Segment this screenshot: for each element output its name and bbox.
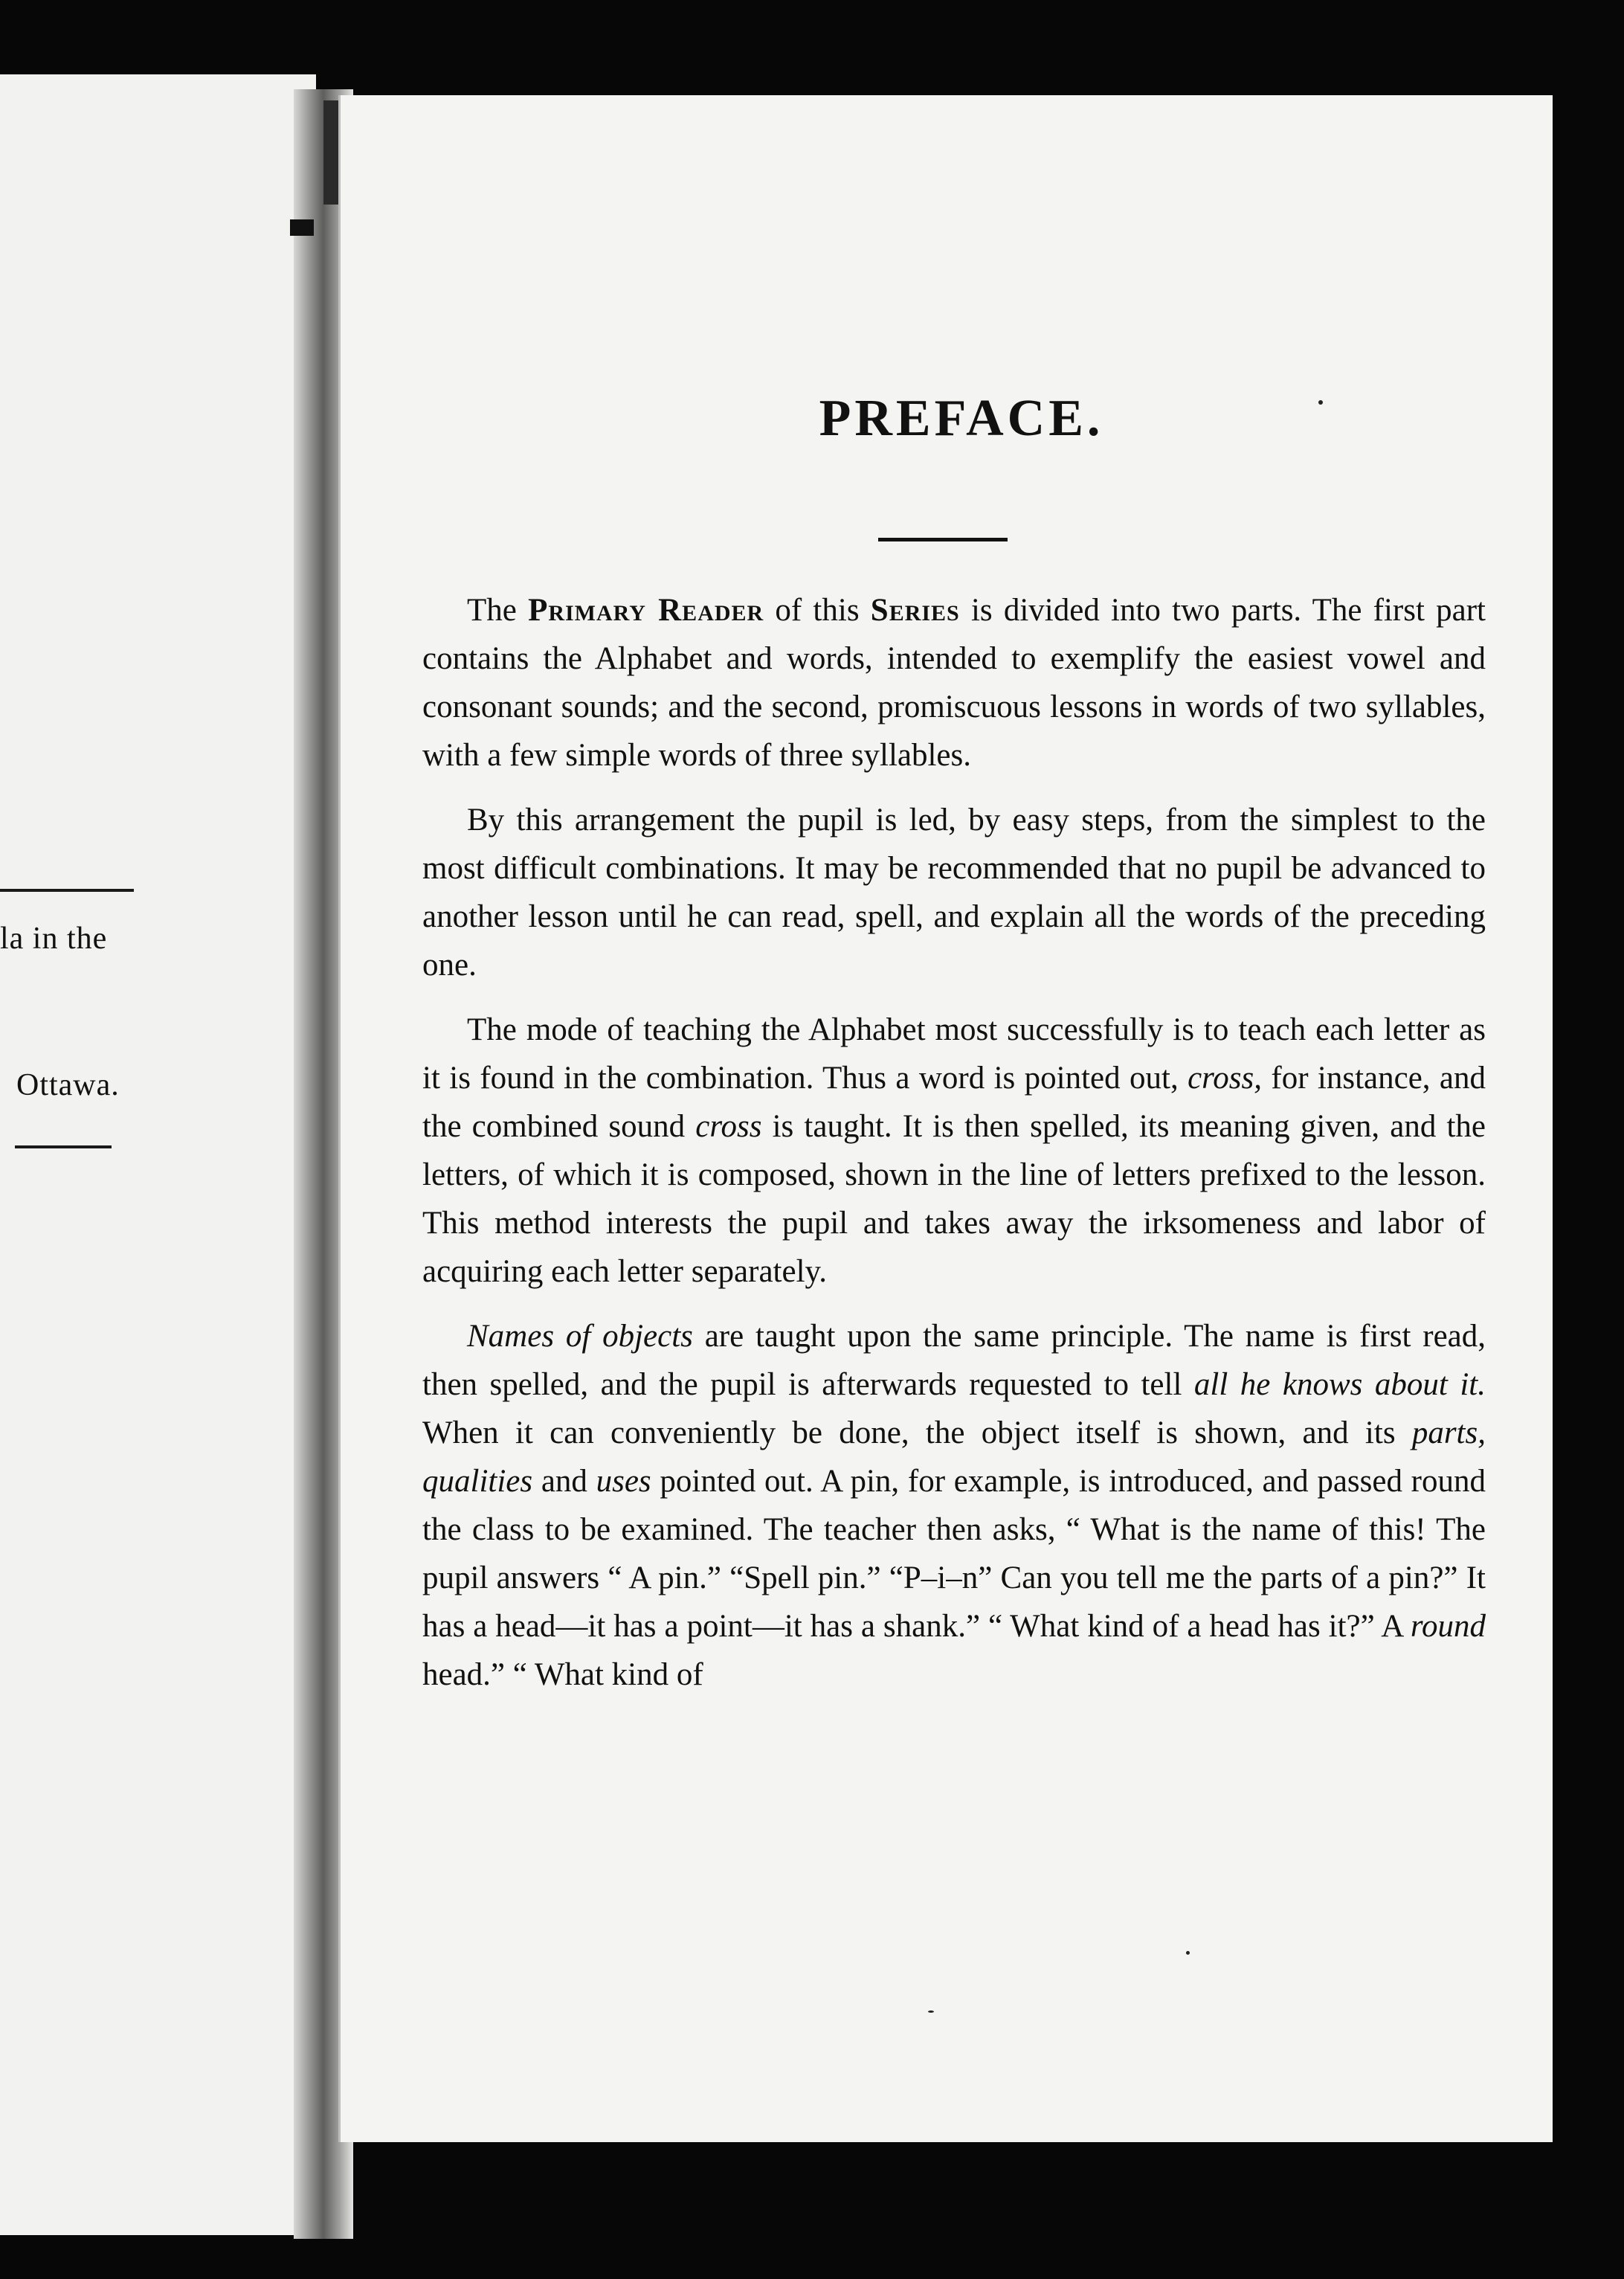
- text-run: Names of objects: [467, 1319, 693, 1354]
- left-page: [0, 74, 316, 2235]
- left-page-text-line2: Ottawa.: [16, 1068, 120, 1102]
- text-run: cross,: [1188, 1061, 1263, 1096]
- preface-body: [422, 586, 1486, 1715]
- text-run: is divided into two parts. The first part contains the Alphabet and words, intended to exemplify the easiest vowel and consonant sounds; and the second, promiscuous lessons in words of two syllables, with a few simple words of three syllables.: [422, 593, 1486, 773]
- paper-speck: [1318, 400, 1323, 405]
- text-run: Series: [870, 593, 960, 628]
- text-run: parts, qualities: [422, 1415, 1486, 1499]
- text-run: head.” “ What kind of: [422, 1657, 703, 1692]
- text-run: The: [467, 593, 529, 628]
- text-run: The mode of teaching the Alphabet most successfully is to teach each letter as it is found in the combination. Thus a word is pointed out,: [422, 1012, 1486, 1096]
- text-run: pointed out. A pin, for example, is introduced, and passed round the class to be examined. The teacher then asks, “ What is the name of this! The pupil answers “ A pin.” “Spell pin.” “P–i–n” Can you tell me the parts of a pin?” It has a head—it has a point—it has a shank.” “ What kind of a head has it?” A: [422, 1464, 1486, 1644]
- text-run: When it can conveniently be done, the object itself is shown, and its: [422, 1415, 1412, 1450]
- text-run: cross: [695, 1109, 762, 1144]
- paragraph-2: By this arrangement the pupil is led, by easy steps, from the simplest to the most difficult combinations. It may be recommended that no pupil be advanced to another lesson until he can read, spell, and explain all the words of the preceding one.: [422, 803, 1486, 983]
- text-run: are taught upon the same principle. The name is first read, then spelled, and the pupil is afterwards requested to tell: [422, 1319, 1486, 1402]
- paper-speck: [1186, 1951, 1190, 1955]
- text-run: round: [1410, 1609, 1486, 1644]
- paragraph-4: [422, 1312, 1486, 1699]
- left-page-rule-top: [0, 889, 134, 892]
- page-title: PREFACE.: [819, 390, 1104, 447]
- text-run: all he knows about it.: [1193, 1367, 1486, 1402]
- paragraph-1: [422, 586, 1486, 780]
- text-run: is taught. It is then spelled, its meaning given, and the letters, of which it is composed, shown in the line of letters prefixed to the lesson. This method interests the pupil and takes away the irksomeness and labor of acquiring each letter separately.: [422, 1109, 1486, 1289]
- text-run: of this: [764, 593, 871, 628]
- preface-page: [338, 95, 1553, 2142]
- left-page-text-line1: la in the: [0, 922, 108, 956]
- text-run: Primary Reader: [528, 593, 764, 628]
- paper-speck: [928, 2010, 934, 2013]
- gutter-mark: [290, 219, 314, 236]
- left-page-rule-bottom: [15, 1145, 112, 1148]
- text-run: for instance, and the combined sound: [422, 1061, 1486, 1144]
- title-divider: [878, 538, 1008, 541]
- text-run: uses: [596, 1464, 651, 1499]
- paragraph-3: [422, 1006, 1486, 1296]
- text-run: and: [532, 1464, 596, 1499]
